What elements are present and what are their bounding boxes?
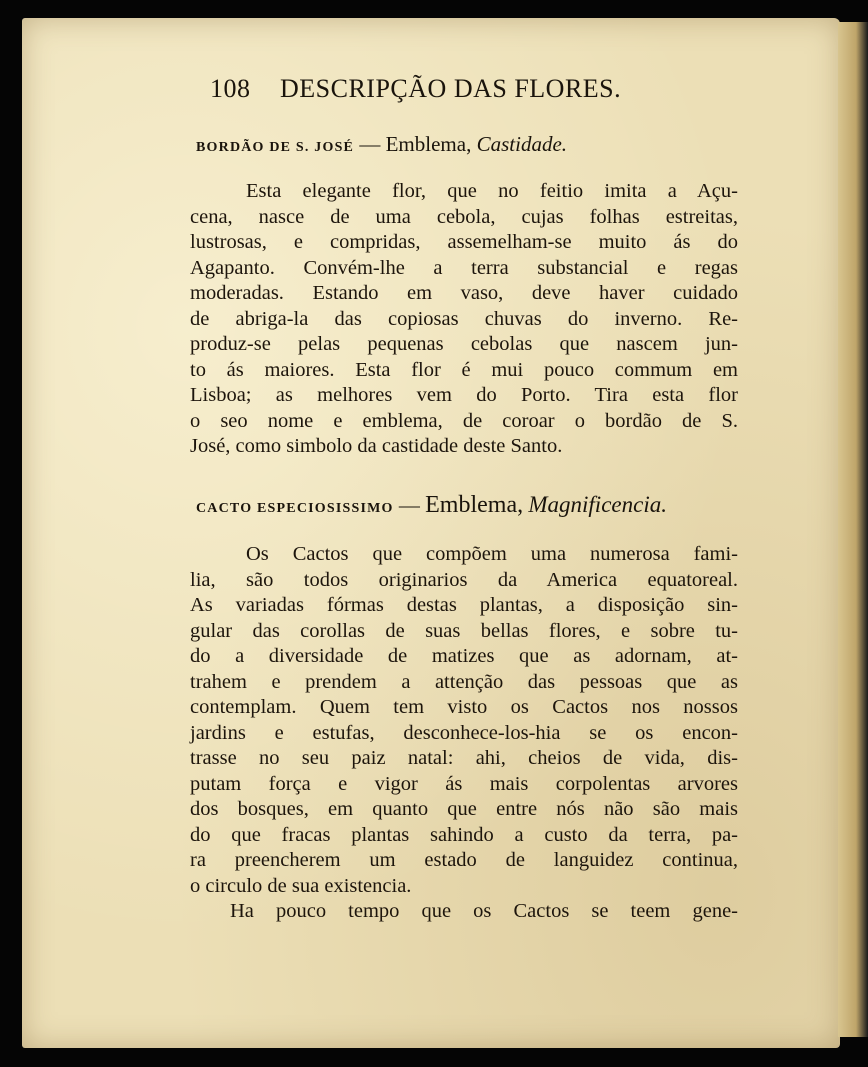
text-line: de abriga-la das copiosas chuvas do inverno. Re- — [190, 307, 738, 330]
entry-heading-cacto — [196, 492, 756, 519]
text-line: Os Cactos que compõem uma numerosa fami- — [246, 543, 738, 565]
text-line: Ha pouco tempo que os Cactos se teem gene- — [230, 900, 738, 922]
entry-heading-bordao — [196, 132, 756, 157]
text-line: Lisboa; as melhores vem do Porto. Tira esta flor — [190, 384, 738, 406]
text-line: gular das corollas de suas bellas flores, e sobre tu- — [190, 619, 738, 642]
entry-dash: — — [398, 493, 420, 517]
text-line: trahem e prendem a attenção das pessoas que as — [190, 670, 738, 693]
text-line: do a diversidade de matizes que as adornam, at- — [190, 645, 738, 667]
text-line: jardins e estufas, desconhece-los-hia se os encon- — [190, 721, 738, 744]
text-line: do que fracas plantas sahindo a custo da terra, pa- — [190, 823, 738, 846]
text-line: ra preencherem um estado de languidez continua, — [190, 849, 738, 871]
entry-paragraph-cacto — [190, 542, 738, 925]
page-number: 108 — [210, 74, 251, 103]
text-line: lustrosas, e compridas, assemelham-se muito ás do — [190, 231, 738, 253]
text-line: lia, são todos originarios da America equatoreal. — [190, 568, 738, 591]
text-line: trasse no seu paiz natal: ahi, cheios de vida, dis- — [190, 747, 738, 769]
page-header — [210, 74, 670, 104]
emblem-value: Castidade. — [476, 132, 568, 156]
text-line: dos bosques, em quanto que entre nós não são mais — [190, 798, 738, 820]
text-line: cena, nasce de uma cebola, cujas folhas estreitas, — [190, 205, 738, 228]
entry-name: CACTO ESPECIOSISSIMO — [196, 501, 394, 516]
text-line: As variadas fórmas destas plantas, a disposição sin- — [190, 594, 738, 616]
text-line: putam força e vigor ás mais corpolentas arvores — [190, 772, 738, 795]
text-line: José, como simbolo da castidade deste Santo. — [190, 435, 563, 457]
text-line: o seo nome e emblema, de coroar o bordão de S. — [190, 409, 738, 432]
entry-paragraph-bordao — [190, 179, 738, 460]
page-edge — [838, 22, 868, 1037]
entry-name: BORDÃO DE S. JOSÉ — [196, 140, 355, 155]
text-line: contemplam. Quem tem visto os Cactos nos nossos — [190, 696, 738, 718]
text-line: o circulo de sua existencia. — [190, 874, 412, 897]
entry-dash: — — [359, 132, 381, 156]
text-line: Agapanto. Convém-lhe a terra substancial e regas — [190, 256, 738, 279]
emblem-label: Emblema, — [385, 132, 472, 156]
emblem-label: Emblema, — [425, 492, 524, 518]
text-line: produz-se pelas pequenas cebolas que nascem jun- — [190, 333, 738, 355]
emblem-value: Magnificencia. — [528, 492, 667, 517]
text-line: moderadas. Estando em vaso, deve haver cuidado — [190, 282, 738, 304]
text-line: Esta elegante flor, que no feitio imita a Açu- — [246, 180, 738, 202]
running-title: DESCRIPÇÃO DAS FLORES. — [280, 74, 622, 103]
text-line: to ás maiores. Esta flor é mui pouco commum em — [190, 358, 738, 381]
